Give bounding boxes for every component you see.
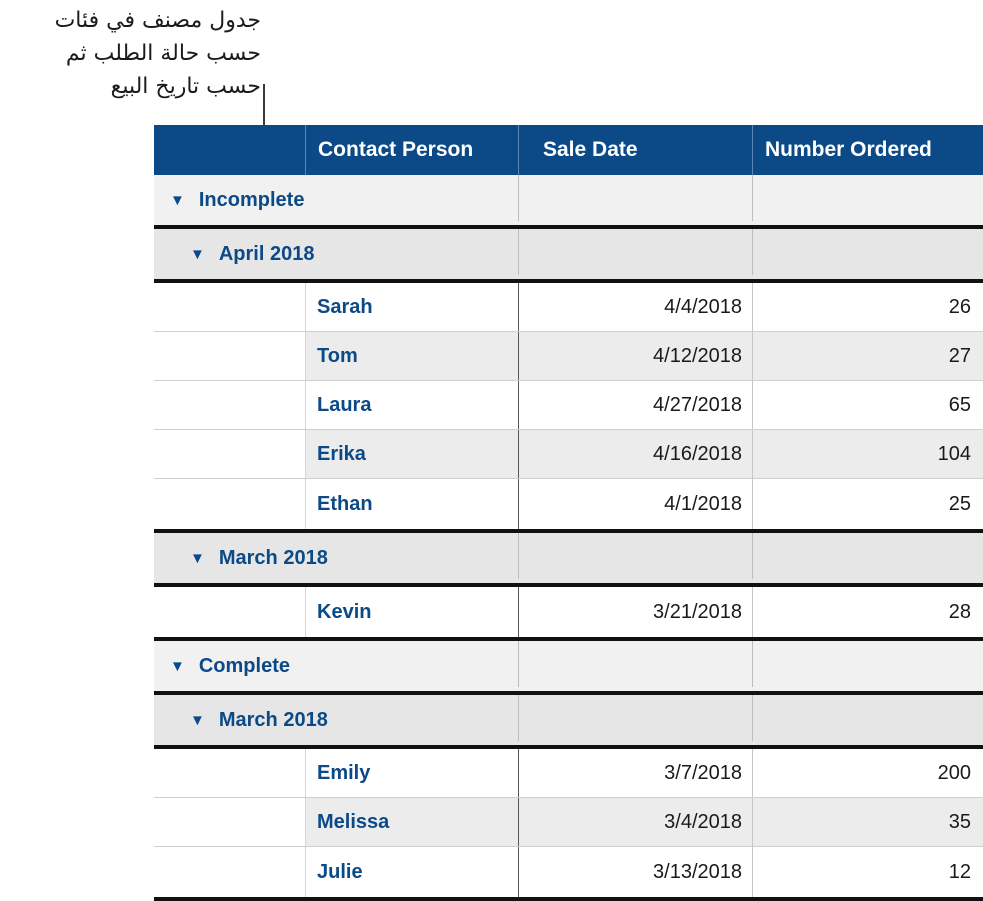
disclosure-triangle-down-icon[interactable]: ▼ (190, 549, 205, 567)
callout-line-2: حسب حالة الطلب ثم (65, 41, 261, 66)
subcategory-summary-cell[interactable] (518, 533, 752, 579)
disclosure-triangle-down-icon[interactable]: ▼ (190, 245, 205, 263)
category-indent-cell[interactable] (154, 332, 305, 380)
number-ordered-cell[interactable]: 200 (752, 749, 983, 797)
subcategory-label: March 2018 (218, 546, 328, 569)
table-row[interactable] (154, 430, 983, 479)
header-category-column[interactable] (154, 125, 305, 175)
subcategory-row[interactable] (154, 229, 983, 283)
category-label: Complete (198, 654, 290, 677)
category-indent-cell[interactable] (154, 798, 305, 846)
category-indent-cell[interactable] (154, 283, 305, 331)
category-indent-cell[interactable] (154, 749, 305, 797)
number-ordered-cell[interactable]: 27 (752, 332, 983, 380)
subcategory-summary-cell[interactable] (518, 229, 752, 275)
sale-date-cell[interactable]: 4/12/2018 (518, 332, 752, 380)
contact-person-cell[interactable]: Melissa (305, 798, 518, 846)
table-row[interactable] (154, 587, 983, 641)
header-contact-person[interactable]: Contact Person (305, 125, 518, 175)
category-indent-cell[interactable] (154, 430, 305, 478)
disclosure-triangle-down-icon[interactable]: ▼ (170, 191, 185, 209)
number-ordered-cell[interactable]: 12 (752, 847, 983, 897)
subcategory-label: April 2018 (218, 242, 315, 265)
subcategory-row[interactable] (154, 695, 983, 749)
category-summary-cell[interactable] (752, 175, 983, 221)
category-row[interactable] (154, 641, 983, 695)
subcategory-summary-cell[interactable] (752, 533, 983, 579)
subcategory-summary-cell[interactable] (752, 695, 983, 741)
category-label: Incomplete (198, 188, 305, 211)
contact-person-cell[interactable]: Sarah (305, 283, 518, 331)
number-ordered-cell[interactable]: 104 (752, 430, 983, 478)
header-number-ordered[interactable]: Number Ordered (752, 125, 983, 175)
sale-date-cell[interactable]: 3/21/2018 (518, 587, 752, 637)
table-header-row (154, 125, 983, 175)
table-row[interactable] (154, 479, 983, 533)
subcategory-summary-cell[interactable] (518, 695, 752, 741)
contact-person-cell[interactable]: Emily (305, 749, 518, 797)
table-row[interactable] (154, 381, 983, 430)
subcategory-label: March 2018 (218, 708, 328, 731)
header-sale-date[interactable]: Sale Date (518, 125, 752, 175)
number-ordered-cell[interactable]: 35 (752, 798, 983, 846)
categorized-table (154, 125, 983, 901)
category-indent-cell[interactable] (154, 847, 305, 897)
number-ordered-cell[interactable]: 26 (752, 283, 983, 331)
subcategory-summary-cell[interactable] (752, 229, 983, 275)
number-ordered-cell[interactable]: 25 (752, 479, 983, 529)
number-ordered-cell[interactable]: 65 (752, 381, 983, 429)
contact-person-cell[interactable]: Laura (305, 381, 518, 429)
sale-date-cell[interactable]: 4/4/2018 (518, 283, 752, 331)
category-row[interactable] (154, 175, 983, 229)
subcategory-row[interactable] (154, 533, 983, 587)
category-indent-cell[interactable] (154, 587, 305, 637)
table-row[interactable] (154, 283, 983, 332)
disclosure-triangle-down-icon[interactable]: ▼ (190, 711, 205, 729)
contact-person-cell[interactable]: Tom (305, 332, 518, 380)
sale-date-cell[interactable]: 4/16/2018 (518, 430, 752, 478)
sale-date-cell[interactable]: 3/7/2018 (518, 749, 752, 797)
category-indent-cell[interactable] (154, 479, 305, 529)
category-indent-cell[interactable] (154, 381, 305, 429)
contact-person-cell[interactable]: Erika (305, 430, 518, 478)
category-summary-cell[interactable] (518, 641, 752, 687)
disclosure-triangle-down-icon[interactable]: ▼ (170, 657, 185, 675)
table-row[interactable] (154, 749, 983, 798)
contact-person-cell[interactable]: Kevin (305, 587, 518, 637)
contact-person-cell[interactable]: Julie (305, 847, 518, 897)
callout-line-1: جدول مصنف في فئات (54, 8, 261, 33)
callout-line-3: حسب تاريخ البيع (110, 74, 261, 99)
contact-person-cell[interactable]: Ethan (305, 479, 518, 529)
category-summary-cell[interactable] (518, 175, 752, 221)
sale-date-cell[interactable]: 4/1/2018 (518, 479, 752, 529)
sale-date-cell[interactable]: 3/13/2018 (518, 847, 752, 897)
table-row[interactable] (154, 332, 983, 381)
table-row[interactable] (154, 798, 983, 847)
table-row[interactable] (154, 847, 983, 901)
sale-date-cell[interactable]: 3/4/2018 (518, 798, 752, 846)
category-summary-cell[interactable] (752, 641, 983, 687)
category-callout-text (21, 4, 261, 103)
table-body (154, 175, 983, 901)
sale-date-cell[interactable]: 4/27/2018 (518, 381, 752, 429)
number-ordered-cell[interactable]: 28 (752, 587, 983, 637)
